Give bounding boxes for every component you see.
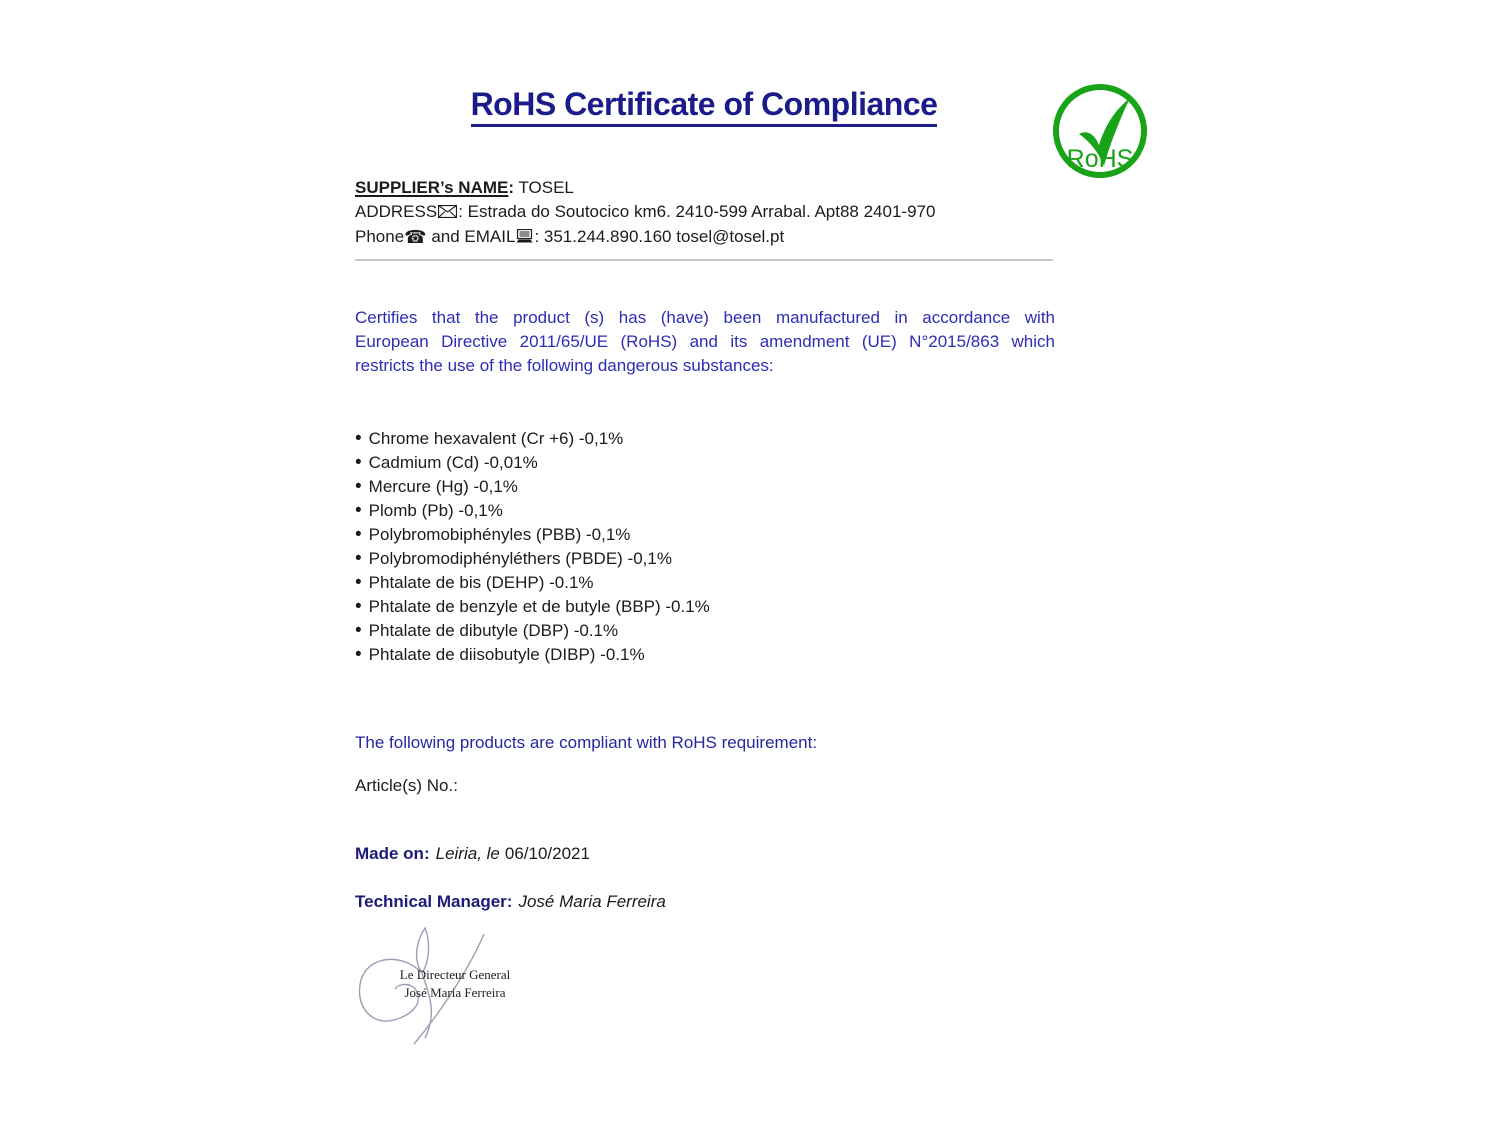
certification-line: restricts the use of the following dangerous substances: xyxy=(355,356,774,375)
logo-label: RoHS xyxy=(1066,145,1134,173)
substance-item: • Polybromobiphényles (PBB) -0,1% xyxy=(355,523,1055,547)
certification-line: European Directive 2011/65/UE (RoHS) and its amendment (UE) N°2015/863 which xyxy=(355,332,1055,351)
substance-item: • Phtalate de diisobutyle (DIBP) -0.1% xyxy=(355,643,1055,667)
phone-icon: ☎ xyxy=(404,227,427,247)
made-on-place: Leiria, le xyxy=(435,844,500,863)
substance-item: • Cadmium (Cd) -0,01% xyxy=(355,451,1055,475)
made-on-label: Made on: xyxy=(355,844,430,863)
email-label: and EMAIL xyxy=(431,227,516,246)
substance-item: • Plomb (Pb) -0,1% xyxy=(355,499,1055,523)
rohs-logo-graphic xyxy=(1052,83,1148,179)
address-value: : Estrada do Soutocico km6. 2410-599 Arrabal. Apt88 2401-970 xyxy=(458,202,936,221)
page-title xyxy=(355,86,1053,127)
supplier-address-row xyxy=(355,200,1075,225)
certification-line: Certifies that the product (s) has (have) been manufactured in accordance with xyxy=(355,308,1055,327)
substance-item: • Chrome hexavalent (Cr +6) -0,1% xyxy=(355,427,1055,451)
horizontal-divider xyxy=(355,259,1053,261)
supplier-name-separator: : xyxy=(508,178,515,197)
technical-manager-label: Technical Manager: xyxy=(355,892,513,911)
signature-block xyxy=(352,918,542,1058)
made-on-date: 06/10/2021 xyxy=(504,844,590,863)
address-label: ADDRESS xyxy=(355,202,438,221)
signature-name: José Maria Ferreira xyxy=(404,985,506,1000)
signature-text xyxy=(390,966,520,1002)
contact-value: : 351.244.890.160 tosel@tosel.pt xyxy=(534,227,785,246)
technical-manager-row xyxy=(355,892,1055,912)
phone-label: Phone xyxy=(355,227,405,246)
article-number-label: Article(s) No.: xyxy=(355,776,458,795)
compliance-statement: The following products are compliant with RoHS requirement: xyxy=(355,733,818,752)
substance-item: • Phtalate de bis (DEHP) -0.1% xyxy=(355,571,1055,595)
certification-statement xyxy=(355,306,1055,378)
supplier-block xyxy=(355,176,1075,250)
substance-item: • Mercure (Hg) -0,1% xyxy=(355,475,1055,499)
page-title-text: RoHS Certificate of Compliance xyxy=(471,86,938,127)
supplier-name-label: SUPPLIER’s NAME xyxy=(355,178,509,197)
envelope-icon xyxy=(438,201,457,225)
technical-manager-name: José Maria Ferreira xyxy=(518,892,666,911)
substance-item: • Phtalate de benzyle et de butyle (BBP) -0.1% xyxy=(355,595,1055,619)
made-on-row xyxy=(355,844,1055,864)
substances-list xyxy=(355,427,1055,667)
supplier-name-row xyxy=(355,176,1075,200)
substance-item: • Polybromodiphényléthers (PBDE) -0,1% xyxy=(355,547,1055,571)
signature-title: Le Directeur General xyxy=(399,967,511,982)
rohs-logo xyxy=(1052,83,1148,179)
computer-icon xyxy=(516,226,533,250)
substance-item: • Phtalate de dibutyle (DBP) -0.1% xyxy=(355,619,1055,643)
supplier-contact-row xyxy=(355,225,1075,250)
supplier-name-value: TOSEL xyxy=(518,178,574,197)
